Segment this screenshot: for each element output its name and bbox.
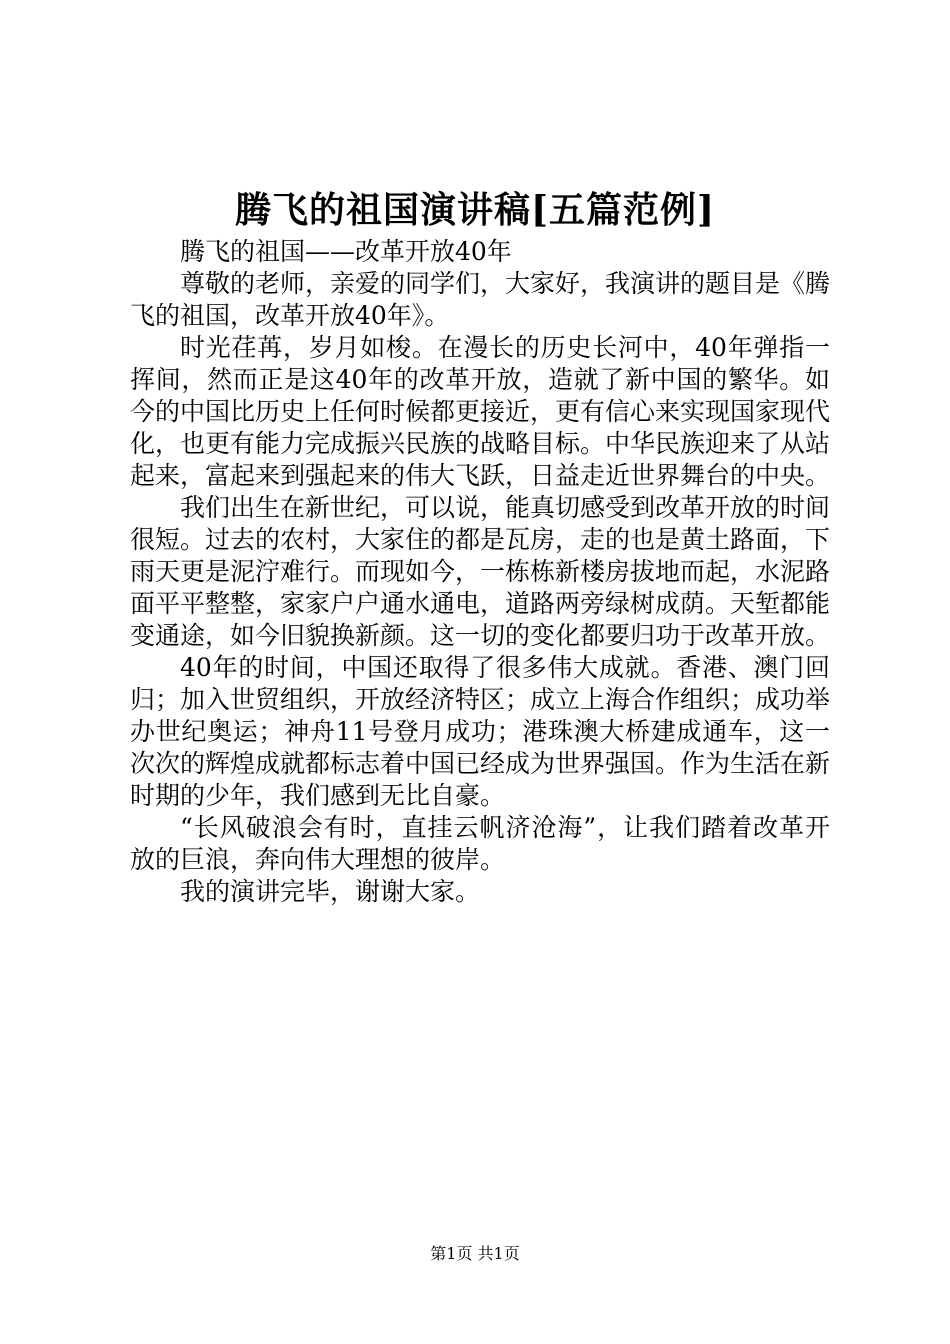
paragraph-achievements: 40年的时间，中国还取得了很多伟大成就。香港、澳门回归；加入世贸组织，开放经济特区；成立上海合作组织；成功举办世纪奥运；神舟11号登月成功；港珠澳大桥建成通车，这一次次的辉煌成就都标志着中国已经成为世界强国。作为生活在新时期的少年，我们感到无比自豪。 (130, 653, 831, 810)
paragraph-changes: 我们出生在新世纪，可以说，能真切感受到改革开放的时间很短。过去的农村，大家住的都是瓦房，走的也是黄土路面，下雨天更是泥泞难行。而现如今，一栋栋新楼房拔地而起，水泥路面平平整整，家家户户通水通电，道路两旁绿树成荫。天堑都能变通途，如今旧貌换新颜。这一切的变化都要归功于改革开放。 (130, 493, 831, 650)
paragraph-quote: “长风破浪会有时，直挂云帆济沧海”，让我们踏着改革开放的巨浪，奔向伟大理想的彼岸。 (130, 813, 830, 874)
document-title: 腾飞的祖国演讲稿[五篇范例] (234, 189, 716, 231)
paragraph-history: 时光荏苒，岁月如梭。在漫长的历史长河中，40年弹指一挥间，然而正是这40年的改革开放，造就了新中国的繁华。如今的中国比历史上任何时候都更接近，更有信心来实现国家现代化，也更有能力完成振兴民族的战略目标。中华民族迎来了从站起来，富起来到强起来的伟大飞跃，日益走近世界舞台的中央。 (130, 333, 831, 490)
page-number-footer: 第1页 共1页 (430, 1244, 520, 1263)
paragraph-subtitle: 腾飞的祖国——改革开放40年 (180, 237, 512, 266)
paragraph-greeting: 尊敬的老师，亲爱的同学们，大家好，我演讲的题目是《腾飞的祖国，改革开放40年》。 (130, 269, 831, 330)
document-body (130, 236, 830, 908)
paragraph-closing: 我的演讲完毕，谢谢大家。 (180, 877, 481, 906)
